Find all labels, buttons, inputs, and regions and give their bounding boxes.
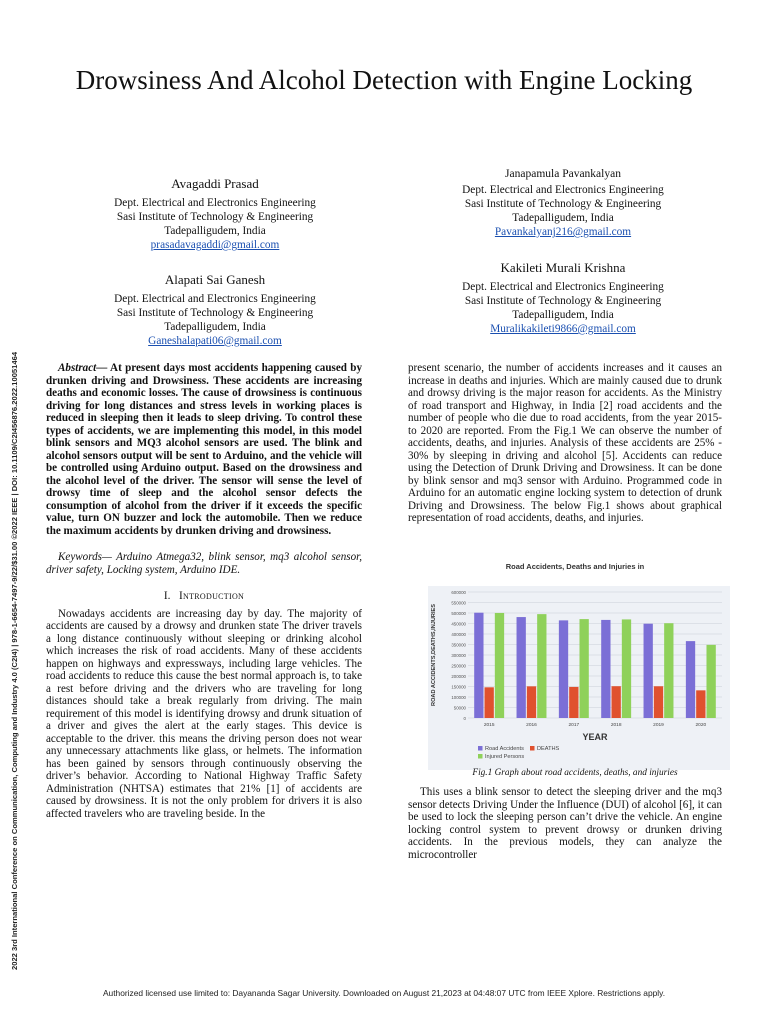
- author-dept: Dept. Electrical and Electronics Engineering: [462, 281, 664, 293]
- figure-caption: Fig.1 Graph about road accidents, deaths, and injuries: [472, 768, 678, 778]
- author-email-link[interactable]: prasadavagaddi@gmail.com: [150, 239, 280, 251]
- legend-swatch: [478, 754, 483, 759]
- abstract-text: At present days most accidents happening caused by drunken driving and Drowsiness. These accidents are increasing deaths and economic losses. The cause of drowsiness is continuous driving for long distances and stress levels in working places is reduced in sleeping then it leads to sleep driving. To control these types of accidents, we are implementing this model, in this model blink sensors and MQ3 alcohol sensors are used. The blink and alcohol sensors output will be sent to Arduino, and the vehicle will be controlled using Arduino output. Based on the drowsiness and the alcohol level of the driver. The sensor will sense the level of drowsy time of sleep and the alcohol sensor defects the consumption of alcohol from the driver if it exceeds the specific value, turn ON buzzer and lock the automobile. Then we reduce the maximum accidents by drunken driving and drowsiness.: [46, 362, 362, 537]
- y-axis-label: ROAD ACCIDENTS,DEATHS,INJURIES: [431, 604, 437, 706]
- author-inst: Sasi Institute of Technology & Engineering: [116, 211, 314, 223]
- bar-deaths: [527, 686, 536, 718]
- sidebar-text: 2022 3rd International Conference on Communication, Computing and Industry 4.0 (C2I4) | 978-1-6654-7497-9/22/$31.00 ©2022 IEEE | DOI: 10.1109/C2I456876.2022.10051464: [10, 351, 19, 970]
- y-tick-label: 200000: [451, 673, 466, 679]
- keywords: Keywords— Arduino Atmega32, blink sensor, mq3 alcohol sensor, driver safety, Locking system, Arduino IDE.: [46, 551, 362, 576]
- author-email-link[interactable]: Pavankalyanj216@gmail.com: [494, 226, 632, 238]
- bar-road-accidents: [559, 620, 568, 718]
- bar-chart: [428, 586, 730, 770]
- x-axis-label: YEAR: [582, 732, 608, 742]
- x-tick-label: 2020: [695, 723, 707, 728]
- left-column: [46, 362, 362, 820]
- intro-continued: present scenario, the number of accidents increases and it causes an increase in deaths and injuries. Which are mainly caused due to drunk and drowsy driving is the major reason for accidents. As the Ministry of road transport and Highway, in India [2] road accidents and the number of people who die due to road accidents, from the year 2015-to 2020 are reported. From the Fig.1 We can observe the number of accidents, deaths, and injuries. Analysis of these accidents are 25% - 30% by sleeping in driving and alcohol [5]. Accidents can reduce using the Detection of Drunk Driving and Drowsiness. It can be done by blink sensor and mq3 sensor with Arduino. Programmed code in Arduino for an automatic engine locking system to detection of drunk Driving and Drowsiness. The below Fig.1 shows about graphical representation of road accidents, deaths, and injuries.: [408, 362, 722, 524]
- right-column-bottom: [408, 786, 722, 861]
- bar-injured-persons: [579, 619, 588, 718]
- author-name: Alapati Sai Ganesh: [164, 272, 266, 287]
- legend-swatch: [530, 746, 535, 751]
- abstract-lead: Abstract—: [58, 362, 108, 374]
- author-email-link[interactable]: Muralikakileti9866@gmail.com: [490, 323, 636, 335]
- bar-injured-persons: [664, 623, 673, 718]
- author-dept: Dept. Electrical and Electronics Engineering: [114, 293, 316, 305]
- figure-1: [420, 562, 730, 770]
- author-dept: Dept. Electrical and Electronics Engineering: [462, 184, 664, 196]
- bar-road-accidents: [517, 617, 526, 718]
- chart-area: [428, 586, 730, 770]
- author-block-2: [418, 166, 708, 239]
- x-tick-label: 2019: [653, 723, 664, 728]
- author-inst: Sasi Institute of Technology & Engineering: [464, 198, 662, 210]
- x-tick-label: 2015: [483, 723, 495, 728]
- bar-road-accidents: [644, 624, 653, 718]
- x-tick-label: 2016: [526, 723, 537, 728]
- legend-label: Road Accidents: [485, 746, 524, 752]
- legend-label: Injured Persons: [485, 754, 525, 760]
- author-city: Tadepalligudem, India: [512, 309, 614, 321]
- bar-deaths: [612, 686, 621, 718]
- author-email-link[interactable]: Ganeshalapati06@gmail.com: [148, 335, 282, 347]
- legend-label: DEATHS: [537, 746, 560, 752]
- y-tick-label: 50000: [453, 705, 466, 711]
- section-title: Introduction: [178, 590, 245, 602]
- legend-swatch: [478, 746, 483, 751]
- author-city: Tadepalligudem, India: [512, 212, 614, 224]
- bar-injured-persons: [706, 645, 715, 718]
- bar-deaths: [485, 687, 494, 718]
- y-tick-label: 300000: [451, 652, 466, 658]
- y-tick-label: 550000: [451, 600, 466, 606]
- bar-injured-persons: [495, 613, 504, 718]
- author-name: Kakileti Murali Krishna: [500, 260, 626, 275]
- x-tick-label: 2017: [568, 723, 580, 728]
- intro-paragraph: Nowadays accidents are increasing day by day. The majority of accidents are caused by a drowsy and drunken state The driver travels a long distance continuously without sleeping or drinking alcohol which increases the risk of road accidents. Many of these accidents happen on highways and expressways, including large vehicles. The road accidents to reduce this cause the best normal approach is, to take a rest before driving and the drivers who are traveling for long distances should take a break regularly from driving. The main requirement of this model is identifying drowsy and drunk situation of a driver and gives the alert at the early stages. This device is acceptable to the driver. this means the driving person does not wear any unnecessary attachments like glass, or helmets. The information has been gained by sensors through continuously observing the driver’s behavior. According to National Highway Traffic Safety Administration (NHTSA) estimates that 21% [1] of accidents are caused by drowsiness. It is not the only problem for drivers it is also affected travelers who are traveling beside. In the: [46, 607, 362, 820]
- bar-road-accidents: [686, 641, 695, 718]
- bar-deaths: [696, 690, 705, 718]
- y-tick-label: 350000: [451, 642, 466, 648]
- after-figure-paragraph: This uses a blink sensor to detect the sleeping driver and the mq3 sensor detects Driving Under the Influence (DUI) of alcohol [6], it can be used to lock the sleeping person can’t drive the vehicle. An engine locking control system to prevent drowsy or drunken driving accidents. In the previous models, they can analyze the microcontroller: [408, 786, 722, 861]
- abstract: [46, 362, 362, 537]
- author-dept: Dept. Electrical and Electronics Engineering: [114, 197, 316, 209]
- y-tick-label: 250000: [451, 663, 466, 669]
- y-tick-label: 150000: [451, 684, 466, 690]
- y-tick-label: 500000: [451, 610, 466, 616]
- author-city: Tadepalligudem, India: [164, 225, 266, 237]
- bar-injured-persons: [537, 614, 546, 718]
- y-tick-label: 0: [463, 715, 466, 721]
- y-tick-label: 450000: [451, 621, 466, 627]
- author-city: Tadepalligudem, India: [164, 321, 266, 333]
- author-inst: Sasi Institute of Technology & Engineering: [116, 307, 314, 319]
- author-block-1: [70, 176, 360, 252]
- author-name: Janapamula Pavankalyan: [505, 168, 621, 180]
- chart-title: Road Accidents, Deaths and Injuries in: [505, 562, 645, 571]
- bar-deaths: [569, 687, 578, 718]
- bar-road-accidents: [601, 620, 610, 718]
- right-column-top: [408, 362, 722, 525]
- y-tick-label: 400000: [451, 631, 466, 637]
- bar-injured-persons: [622, 619, 631, 718]
- section-heading: [46, 590, 362, 603]
- section-number: I.: [163, 590, 171, 602]
- author-block-4: [418, 260, 708, 336]
- author-name: Avagaddi Prasad: [171, 176, 259, 191]
- x-tick-label: 2018: [610, 723, 622, 728]
- y-tick-label: 100000: [451, 694, 466, 700]
- footer-license: Authorized licensed use limited to: Dayananda Sagar University. Downloaded on August 21,2023 at 04:48:07 UTC from IEEE Xplore. Restrictions apply.: [102, 988, 666, 998]
- bar-deaths: [654, 686, 663, 718]
- author-inst: Sasi Institute of Technology & Engineering: [464, 295, 662, 307]
- y-tick-label: 600000: [451, 589, 466, 595]
- bar-road-accidents: [474, 613, 483, 718]
- paper-title: Drowsiness And Alcohol Detection with Engine Locking: [75, 65, 693, 95]
- author-block-3: [70, 272, 360, 348]
